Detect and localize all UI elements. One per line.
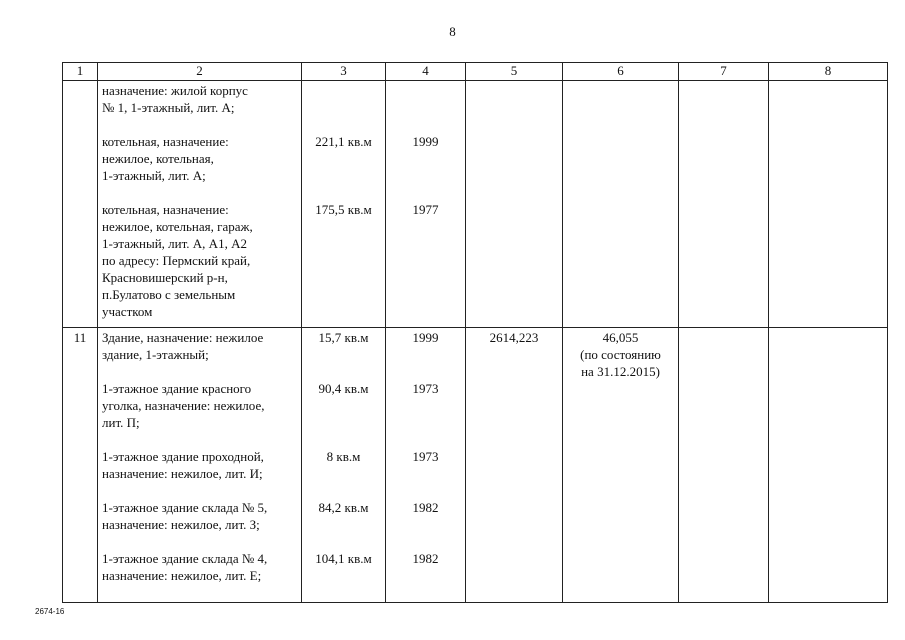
col7-cell bbox=[679, 81, 769, 328]
header-col-6: 6 bbox=[563, 63, 679, 81]
description-line: по адресу: Пермский край, bbox=[102, 253, 251, 268]
description-line: 1-этажный, лит. А, А1, А2 bbox=[102, 236, 247, 251]
year-value: 1973 bbox=[412, 449, 439, 464]
area-cell bbox=[302, 328, 386, 603]
description-line: 1-этажное здание проходной, bbox=[102, 449, 264, 464]
row-number: 11 bbox=[63, 328, 98, 603]
description-line: нежилое, котельная, гараж, bbox=[102, 219, 253, 234]
col8-cell bbox=[769, 328, 888, 603]
header-col-1: 1 bbox=[63, 63, 98, 81]
area-value: 175,5 кв.м bbox=[315, 202, 372, 217]
balance-value-cell bbox=[563, 81, 679, 328]
header-col-7: 7 bbox=[679, 63, 769, 81]
year-value: 1982 bbox=[412, 500, 439, 515]
area-value: 15,7 кв.м bbox=[318, 330, 369, 345]
object-description-cell bbox=[98, 81, 302, 328]
object-entry bbox=[102, 201, 301, 320]
description-line: здание, 1-этажный; bbox=[102, 347, 209, 362]
property-table bbox=[62, 62, 888, 603]
header-col-8: 8 bbox=[769, 63, 888, 81]
table-row bbox=[63, 328, 888, 603]
object-entry bbox=[102, 82, 301, 116]
year-cell bbox=[386, 81, 466, 328]
year-value: 1977 bbox=[412, 202, 439, 217]
balance-value-line: на 31.12.2015) bbox=[581, 364, 660, 379]
description-line: уголка, назначение: нежилое, bbox=[102, 398, 265, 413]
header-col-3: 3 bbox=[302, 63, 386, 81]
year-value: 1999 bbox=[412, 330, 439, 345]
description-line: 1-этажное здание склада № 5, bbox=[102, 500, 268, 515]
header-col-4: 4 bbox=[386, 63, 466, 81]
description-line: участком bbox=[102, 304, 153, 319]
object-entry bbox=[102, 499, 301, 533]
year-value: 1999 bbox=[412, 134, 439, 149]
table-row bbox=[63, 81, 888, 328]
object-entry bbox=[102, 380, 301, 431]
description-line: котельная, назначение: bbox=[102, 134, 229, 149]
description-line: 1-этажное здание красного bbox=[102, 381, 252, 396]
area-value: 221,1 кв.м bbox=[315, 134, 372, 149]
balance-value-line: 46,055 bbox=[602, 330, 639, 345]
description-line: лит. П; bbox=[102, 415, 140, 430]
description-line: 1-этажный, лит. А; bbox=[102, 168, 206, 183]
document-code: 2674-16 bbox=[35, 607, 65, 616]
object-entry bbox=[102, 133, 301, 184]
cadastral-value-cell bbox=[466, 81, 563, 328]
description-line: Красновишерский р-н, bbox=[102, 270, 228, 285]
year-value: 1982 bbox=[412, 551, 439, 566]
header-row bbox=[63, 63, 888, 81]
area-value: 90,4 кв.м bbox=[318, 381, 369, 396]
area-cell bbox=[302, 81, 386, 328]
description-line: назначение: жилой корпус bbox=[102, 83, 248, 98]
description-line: назначение: нежилое, лит. З; bbox=[102, 517, 260, 532]
header-col-2: 2 bbox=[98, 63, 302, 81]
year-value: 1973 bbox=[412, 381, 439, 396]
object-entry bbox=[102, 550, 301, 584]
col7-cell bbox=[679, 328, 769, 603]
description-line: № 1, 1-этажный, лит. А; bbox=[102, 100, 235, 115]
description-line: котельная, назначение: bbox=[102, 202, 229, 217]
balance-value-cell bbox=[563, 328, 679, 603]
description-line: назначение: нежилое, лит. Е; bbox=[102, 568, 262, 583]
page-number: 8 bbox=[449, 24, 456, 39]
object-entry bbox=[102, 448, 301, 482]
description-line: нежилое, котельная, bbox=[102, 151, 214, 166]
description-line: Здание, назначение: нежилое bbox=[102, 330, 264, 345]
col8-cell bbox=[769, 81, 888, 328]
header-col-5: 5 bbox=[466, 63, 563, 81]
area-value: 84,2 кв.м bbox=[318, 500, 369, 515]
cadastral-value-cell: 2614,223 bbox=[466, 328, 563, 603]
area-value: 104,1 кв.м bbox=[315, 551, 372, 566]
description-line: 1-этажное здание склада № 4, bbox=[102, 551, 268, 566]
object-description-cell bbox=[98, 328, 302, 603]
description-line: назначение: нежилое, лит. И; bbox=[102, 466, 263, 481]
description-line: п.Булатово с земельным bbox=[102, 287, 236, 302]
row-number bbox=[63, 81, 98, 328]
object-entry bbox=[102, 329, 301, 363]
balance-value-line: (по состоянию bbox=[580, 347, 661, 362]
area-value: 8 кв.м bbox=[326, 449, 361, 464]
year-cell bbox=[386, 328, 466, 603]
